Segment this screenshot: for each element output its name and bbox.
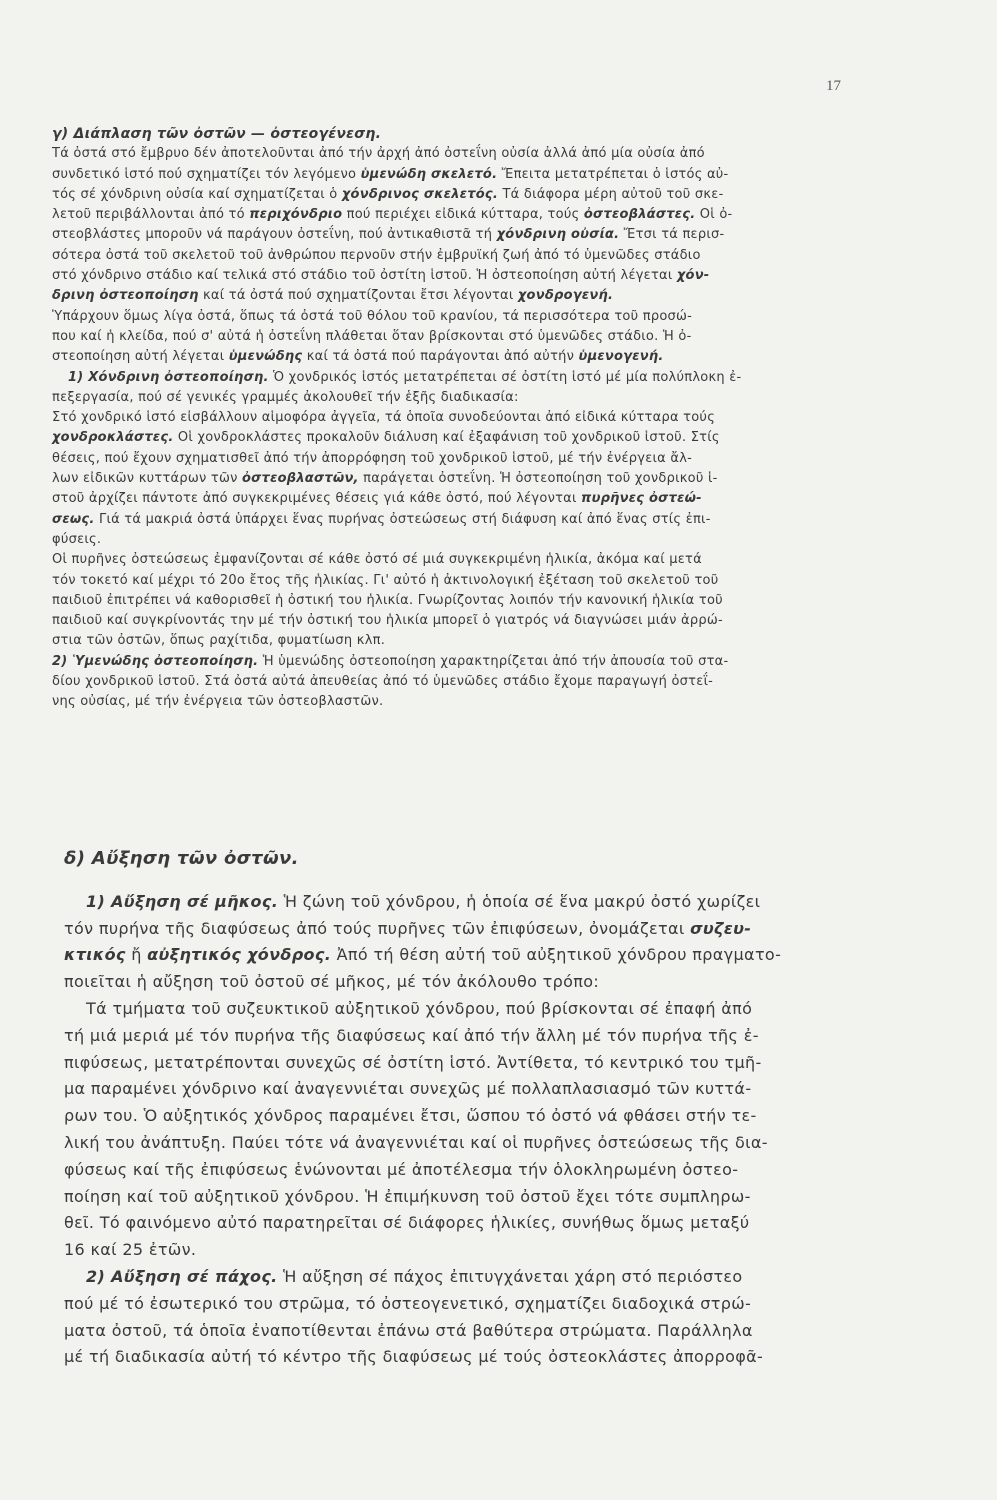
text-run: Ἀπό τή θέση αὐτή τοῦ αὐξητικοῦ χόνδρου πραγματο- <box>331 945 782 965</box>
text-run: λική του ἀνάπτυξη. Παύει τότε νά ἀναγεννιέται καί οἱ πυρῆνες ὀστεώσεως τῆς δια- <box>64 1132 768 1152</box>
text-run: Ἡ ζώνη τοῦ χόνδρου, ἡ ὁποία σέ ἕνα μακρύ ὀστό χωρίζει <box>278 891 761 911</box>
emphasized-term: πυρῆνες ὀστεώ- <box>581 491 702 507</box>
text-run: στεοβλάστες μποροῦν νά παράγουν ὀστεΐνη, πού ἀντικαθιστᾶ τή <box>52 227 497 243</box>
text-run: θέσεις, πού ἔχουν σχηματισθεῖ ἀπό τήν ἀπορρόφηση τοῦ χονδρικοῦ ἱστοῦ, μέ τήν ἐνέργεια ἄλ- <box>52 450 693 466</box>
text-run: που καί ἡ κλείδα, πού σ' αὐτά ἡ ὀστεΐνη πλάθεται ὅταν βρίσκονται στό ὑμενῶδες στάδιο. Ἡ ὀ- <box>52 328 692 344</box>
emphasized-term: κτικός <box>64 945 126 965</box>
text-run: Γιά τά μακριά ὀστά ὑπάρχει ἕνας πυρήνας ὀστεώσεως στή διάφυση καί ἀπό ἕνας στίς ἐπι- <box>94 511 711 527</box>
text-run: δίου χονδρικοῦ ἱστοῦ. Στά ὀστά αὐτά ἀπευθείας ἀπό τό ὑμενῶδες στάδιο ἔχομε παραγωγή ὀστεΐ- <box>52 674 714 690</box>
section-title: δ) Αὔξηση τῶν ὀστῶν. <box>64 848 299 869</box>
text-run: ποίηση καί τοῦ αὐξητικοῦ χόνδρου. Ἡ ἐπιμήκυνση τοῦ ὀστοῦ ἔχει τότε συμπληρω- <box>64 1186 751 1206</box>
text-line <box>52 185 852 205</box>
emphasized-term: χόνδρινος σκελετός. <box>341 186 499 202</box>
text-line <box>52 631 852 651</box>
emphasized-term: συζευ- <box>690 918 752 938</box>
text-run: πού μέ τό ἐσωτερικό του στρῶμα, τό ὀστεογενετικό, σχηματίζει διαδοχικά στρώ- <box>64 1293 752 1313</box>
text-run: ἤ <box>125 945 148 965</box>
text-line <box>52 388 852 408</box>
text-run: παιδιοῦ καί συγκρίνοντάς την μέ τήν ὀστική του ἡλικία μπορεῖ ὁ γιατρός νά διαγνώσει μιάν ἀρρώ- <box>52 613 723 629</box>
text-run: ματα ὀστοῦ, τά ὁποῖα ἐναποτίθενται ἐπάνω στά βαθύτερα στρώματα. Παράλληλα <box>64 1320 753 1340</box>
text-run: παράγεται ὀστεΐνη. Ἡ ὀστεοποίηση τοῦ χονδρικοῦ ἱ- <box>358 471 718 487</box>
text-line <box>52 347 852 367</box>
text-line <box>52 408 852 428</box>
text-run: στεοποίηση αὐτή λέγεται <box>52 349 229 365</box>
emphasized-term: χονδροκλάστες. <box>52 430 174 446</box>
text-run: μέ τή διαδικασία αὐτή τό κέντρο τῆς διαφύσεως μέ τούς ὀστεοκλάστες ἀπορροφᾶ- <box>64 1347 764 1367</box>
text-run: πεξεργασία, πού σέ γενικές γραμμές ἀκολουθεῖ τήν ἑξῆς διαδικασία: <box>52 389 519 405</box>
text-line <box>64 996 882 1023</box>
text-run: σότερα ὀστά τοῦ σκελετοῦ τοῦ ἀνθρώπου περνοῦν στήν ἐμβρυϊκή ζωή ἀπό τό ὑμενῶδες στάδιο <box>52 247 701 263</box>
text-run: Οἱ χονδροκλάστες προκαλοῦν διάλυση καί ἐξαφάνιση τοῦ χονδρικοῦ ἱστοῦ. Στίς <box>173 430 720 446</box>
text-line <box>52 489 852 509</box>
text-run: λετοῦ περιβάλλονται ἀπό τό <box>52 207 250 223</box>
text-line <box>64 916 882 943</box>
text-run: στοῦ ἀρχίζει πάντοτε ἀπό συγκεκριμένες θέσεις γιά κάθε ὀστό, πού λέγονται <box>52 491 582 507</box>
text-run: Οἱ ὀ- <box>695 207 733 223</box>
text-run: πιφύσεως, μετατρέπονται συνεχῶς σέ ὀστίτη ἱστό. Ἀντίθετα, τό κεντρικό του τμῆ- <box>64 1052 762 1072</box>
text-run: τή μιά μεριά μέ τόν πυρήνα τῆς διαφύσεως καί ἀπό τήν ἄλλη μέ τόν πυρήνα τῆς ἐ- <box>64 1025 759 1045</box>
emphasized-term: ὑμενογενή. <box>578 349 664 365</box>
text-run: νης οὐσίας, μέ τήν ἐνέργεια τῶν ὀστεοβλαστῶν. <box>52 694 384 710</box>
text-line <box>64 1157 882 1184</box>
text-line <box>64 942 882 969</box>
text-line <box>52 652 852 672</box>
text-line <box>52 327 852 347</box>
text-run: Ἔτσι τά περισ- <box>619 227 725 243</box>
text-line <box>52 307 852 327</box>
text-line <box>52 205 852 225</box>
text-line <box>64 1103 882 1130</box>
text-line <box>52 428 852 448</box>
text-run: Στό χονδρικό ἱστό εἰσβάλλουν αἱμοφόρα ἀγγεῖα, τά ὁποῖα συνοδεύονται ἀπό εἰδικά κύτταρα τούς <box>52 410 716 426</box>
text-run: καί τά ὀστά πού παράγονται ἀπό αὐτήν <box>302 349 579 365</box>
text-line <box>52 550 852 570</box>
text-line <box>52 368 852 388</box>
text-run: φύσεις. <box>52 531 102 547</box>
text-line <box>52 571 852 591</box>
emphasized-term: δρινη ὀστεοποίηση <box>52 288 199 304</box>
text-run: μα παραμένει χόνδρινο καί ἀναγεννιέται συνεχῶς μέ πολλαπλασιασμό τῶν κυττά- <box>64 1079 752 1099</box>
text-run: συνδετικό ἱστό πού σχηματίζει τόν λεγόμενο <box>52 166 361 182</box>
text-run: Ὁ χονδρικός ἱστός μετατρέπεται σέ ὀστίτη ἱστό μέ μία πολύπλοκη ἐ- <box>268 369 742 385</box>
text-line <box>64 1318 882 1345</box>
text-line <box>52 225 852 245</box>
text-line <box>64 1184 882 1211</box>
text-line <box>52 449 852 469</box>
text-line <box>64 1291 882 1318</box>
text-run: τόν πυρήνα τῆς διαφύσεως ἀπό τούς πυρῆνες τῶν ἐπιφύσεων, ὀνομάζεται <box>64 918 691 938</box>
text-run: Ὑπάρχουν ὅμως λίγα ὀστά, ὅπως τά ὀστά τοῦ θόλου τοῦ κρανίου, τά περισσότερα τοῦ προσώ- <box>52 308 693 324</box>
text-run: πού περιέχει εἰδικά κύτταρα, τούς <box>342 207 584 223</box>
text-line <box>52 611 852 631</box>
text-line <box>52 266 852 286</box>
text-line <box>64 1076 882 1103</box>
emphasized-term: αὐξητικός χόνδρος. <box>147 945 332 965</box>
text-line <box>52 591 852 611</box>
text-run: Ἡ αὔξηση σέ πάχος ἐπιτυγχάνεται χάρη στό περιόστεο <box>277 1266 743 1286</box>
section-bone-formation <box>52 124 852 713</box>
text-line <box>64 889 882 916</box>
emphasized-term: ὑμενώδη σκελετό. <box>360 166 498 182</box>
emphasized-term: 1) Αὔξηση σέ μῆκος. <box>86 891 279 911</box>
section-body <box>52 144 852 712</box>
section-bone-growth <box>64 846 882 1371</box>
emphasized-term: χόν- <box>676 268 710 284</box>
text-run: Ἔπειτα μετατρέπεται ὁ ἱστός αὐ- <box>497 166 729 182</box>
text-line <box>64 1344 882 1371</box>
emphasized-term: 2) Αὔξηση σέ πάχος. <box>86 1266 278 1286</box>
emphasized-term: 1) Χόνδρινη ὀστεοποίηση. <box>68 369 269 385</box>
text-run: θεῖ. Τό φαινόμενο αὐτό παρατηρεῖται σέ διάφορες ἡλικίες, συνήθως ὅμως μεταξύ <box>64 1213 750 1233</box>
emphasized-term: 2) Ὑμενώδης ὀστεοποίηση. <box>52 653 259 669</box>
text-line <box>64 1237 882 1264</box>
text-run: φύσεως καί τῆς ἐπιφύσεως ἑνώνονται μέ ἀποτέλεσμα τήν ὁλοκληρωμένη ὀστεο- <box>64 1159 739 1179</box>
text-line <box>64 1264 882 1291</box>
text-run: παιδιοῦ ἐπιτρέπει νά καθορισθεῖ ἡ ὀστική του ἡλικία. Γνωρίζοντας λοιπόν τήν κανονική ἡλικία τοῦ <box>52 592 723 608</box>
text-run: Οἱ πυρῆνες ὀστεώσεως ἐμφανίζονται σέ κάθε ὀστό σέ μιά συγκεκριμένη ἡλικία, ἀκόμα καί μετά <box>52 552 702 568</box>
text-run: Τά διάφορα μέρη αὐτοῦ τοῦ σκε- <box>498 186 724 202</box>
text-run: 16 καί 25 ἐτῶν. <box>64 1240 197 1260</box>
text-run: λων εἰδικῶν κυττάρων τῶν <box>52 471 242 487</box>
text-run: ποιεῖται ἡ αὔξηση τοῦ ὀστοῦ σέ μῆκος, μέ τόν ἀκόλουθο τρόπο: <box>64 972 600 992</box>
emphasized-term: ὑμενώδης <box>228 349 303 365</box>
text-run: στό χόνδρινο στάδιο καί τελικά στό στάδιο τοῦ ὀστίτη ἱστοῦ. Ἡ ὀστεοποίηση αὐτή λέγεται <box>52 268 677 284</box>
text-run: καί τά ὀστά πού σχηματίζονται ἔτσι λέγονται <box>198 288 518 304</box>
text-line <box>64 969 882 996</box>
text-line <box>64 1023 882 1050</box>
text-line <box>52 286 852 306</box>
emphasized-term: χονδρογενή. <box>517 288 614 304</box>
text-line <box>52 165 852 185</box>
emphasized-term: σεως. <box>52 511 95 527</box>
emphasized-term: ὀστεοβλάστες. <box>583 207 696 223</box>
emphasized-term: ὀστεοβλαστῶν, <box>242 471 359 487</box>
text-line <box>52 144 852 164</box>
text-run: Ἡ ὑμενώδης ὀστεοποίηση χαρακτηρίζεται ἀπό τήν ἀπουσία τοῦ στα- <box>258 653 729 669</box>
text-line <box>52 692 852 712</box>
text-run: στια τῶν ὀστῶν, ὅπως ραχίτιδα, φυματίωση κλπ. <box>52 633 386 649</box>
text-line <box>64 1130 882 1157</box>
text-line <box>52 469 852 489</box>
text-line <box>64 1050 882 1077</box>
text-line <box>52 246 852 266</box>
section-title: γ) Διάπλαση τῶν ὀστῶν — ὀστεογένεση. <box>52 126 382 142</box>
text-run: Τά τμήματα τοῦ συζευκτικοῦ αὐξητικοῦ χόνδρου, πού βρίσκονται σέ ἐπαφή ἀπό <box>86 998 753 1018</box>
text-line <box>52 672 852 692</box>
emphasized-term: χόνδρινη οὐσία. <box>496 227 620 243</box>
text-line <box>52 510 852 530</box>
text-line <box>64 1210 882 1237</box>
text-run: Τά ὀστά στό ἔμβρυο δέν ἀποτελοῦνται ἀπό τήν ἀρχή ἀπό ὀστεΐνη οὐσία ἀλλά ἀπό μία οὐσία ἀπό <box>52 146 705 162</box>
emphasized-term: περιχόνδριο <box>249 207 343 223</box>
section-body <box>64 889 882 1371</box>
text-run: ρων του. Ὁ αὐξητικός χόνδρος παραμένει ἔτσι, ὥσπου τό ὀστό νά φθάσει στήν τε- <box>64 1106 757 1126</box>
page-number: 17 <box>826 78 841 94</box>
text-run: τόν τοκετό καί μέχρι τό 20ο ἔτος τῆς ἡλικίας. Γι' αὐτό ἡ ἀκτινολογική ἐξέταση τοῦ σκελετοῦ τοῦ <box>52 572 719 588</box>
text-line <box>52 530 852 550</box>
text-run: τός σέ χόνδρινη οὐσία καί σχηματίζεται ὁ <box>52 186 342 202</box>
